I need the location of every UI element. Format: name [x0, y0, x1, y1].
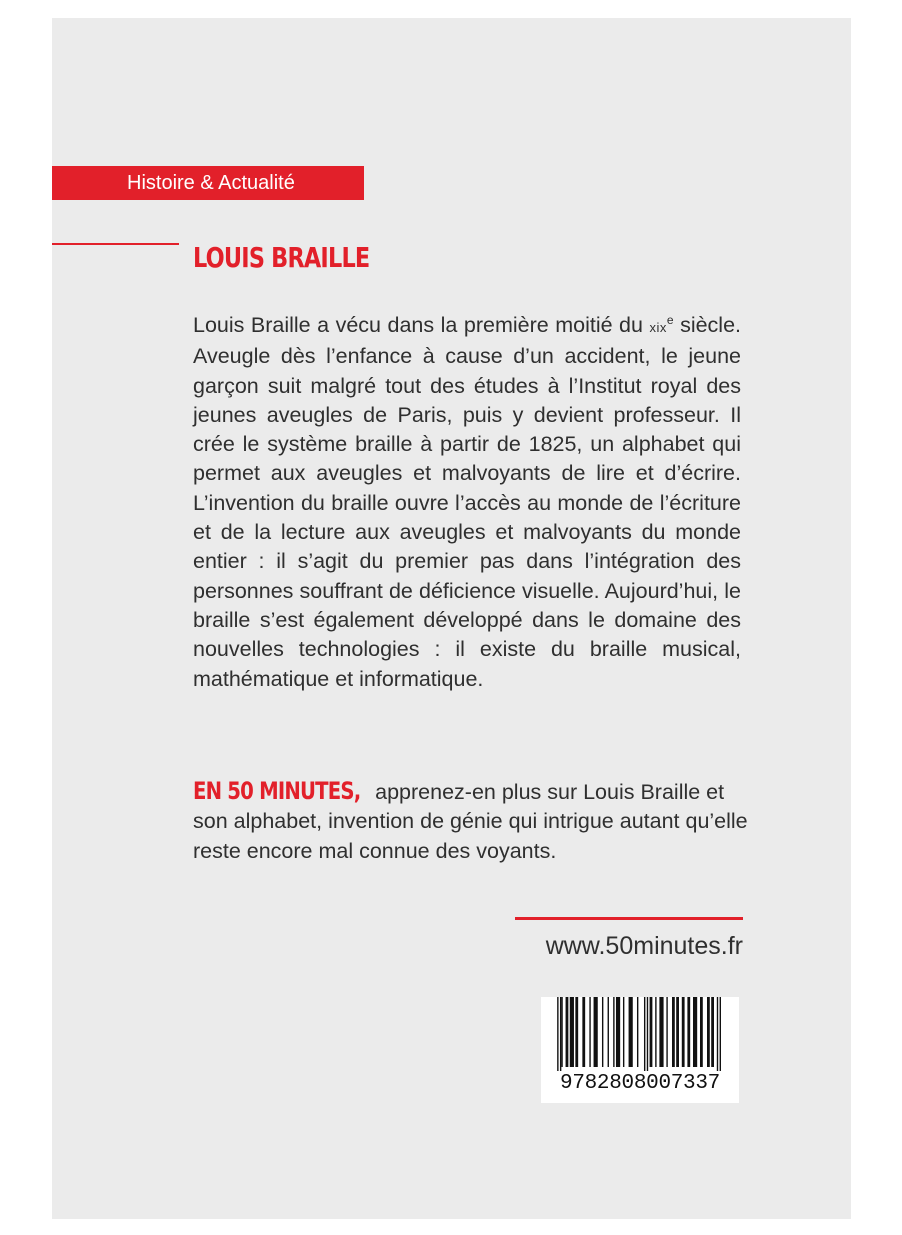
promo-text: apprenez-en plus sur Louis Braille et son alphabet, invention de génie qui intrigue autant qu’elle reste encore mal connue des voyants.	[193, 780, 748, 863]
barcode-bar	[717, 997, 718, 1071]
barcode-bar	[655, 997, 656, 1067]
barcode-bar	[672, 997, 675, 1067]
title-rule	[52, 243, 179, 245]
barcode-number: 9782808007337	[560, 1072, 720, 1095]
barcode-bars	[555, 997, 725, 1071]
website-url: www.50minutes.fr	[545, 932, 743, 960]
promo-lead: EN 50 MINUTES,	[193, 777, 361, 805]
summary-start: Louis Braille a vécu dans la première moitié du	[193, 313, 650, 337]
barcode-bar	[602, 997, 603, 1067]
barcode-bar	[711, 997, 714, 1067]
url-rule	[515, 917, 743, 920]
barcode-bar	[629, 997, 633, 1067]
barcode-bar	[575, 997, 578, 1067]
barcode-bar	[637, 997, 638, 1067]
barcode-bar	[561, 997, 562, 1067]
barcode-bar	[560, 997, 561, 1071]
summary-paragraph	[193, 311, 741, 694]
barcode-bar	[707, 997, 710, 1067]
barcode-bar	[659, 997, 663, 1067]
barcode-bar	[589, 997, 590, 1067]
barcode-bar	[644, 997, 645, 1071]
barcode-bar	[616, 997, 620, 1067]
barcode-bar	[700, 997, 703, 1067]
barcode-bar	[676, 997, 679, 1067]
barcode-bar	[557, 997, 558, 1071]
barcode-bar	[608, 997, 609, 1067]
summary-rest: siècle. Aveugle dès l’enfance à cause d’un accident, le jeune garçon suit malgré tout des études à l’Institut royal des jeunes aveugles de Paris, puis y devient professeur. Il crée le système braille à partir de 1825, un alphabet qui permet aux aveugles et malvoyants de lire et d’écrire. L’invention du braille ouvre l’accès au monde de l’écriture et de la lecture aux aveugles et malvoyants du monde entier : il s’agit du premier pas dans l’intégration des personnes souffrant de déficience visuelle. Aujourd’hui, le braille s’est également développé dans le domaine des nouvelles technologies : il existe du braille musical, mathématique et informatique.	[193, 313, 742, 691]
barcode-bar	[570, 997, 574, 1067]
book-title: LOUIS BRAILLE	[193, 241, 370, 274]
promo-paragraph	[193, 777, 753, 866]
series-label: Histoire & Actualité	[127, 172, 295, 194]
barcode-bar	[623, 997, 624, 1067]
barcode-bar	[687, 997, 690, 1067]
barcode-bar	[566, 997, 569, 1067]
barcode-bar	[582, 997, 585, 1067]
barcode-bar	[613, 997, 614, 1067]
century-superscript: e	[666, 312, 674, 327]
barcode-bar	[650, 997, 653, 1067]
barcode	[541, 997, 739, 1103]
barcode-bar	[666, 997, 667, 1067]
barcode-bar	[682, 997, 685, 1067]
barcode-bar	[647, 997, 648, 1071]
barcode-bar	[720, 997, 721, 1071]
barcode-bar	[693, 997, 697, 1067]
barcode-bar	[594, 997, 598, 1067]
century-numeral: xix	[649, 320, 667, 335]
